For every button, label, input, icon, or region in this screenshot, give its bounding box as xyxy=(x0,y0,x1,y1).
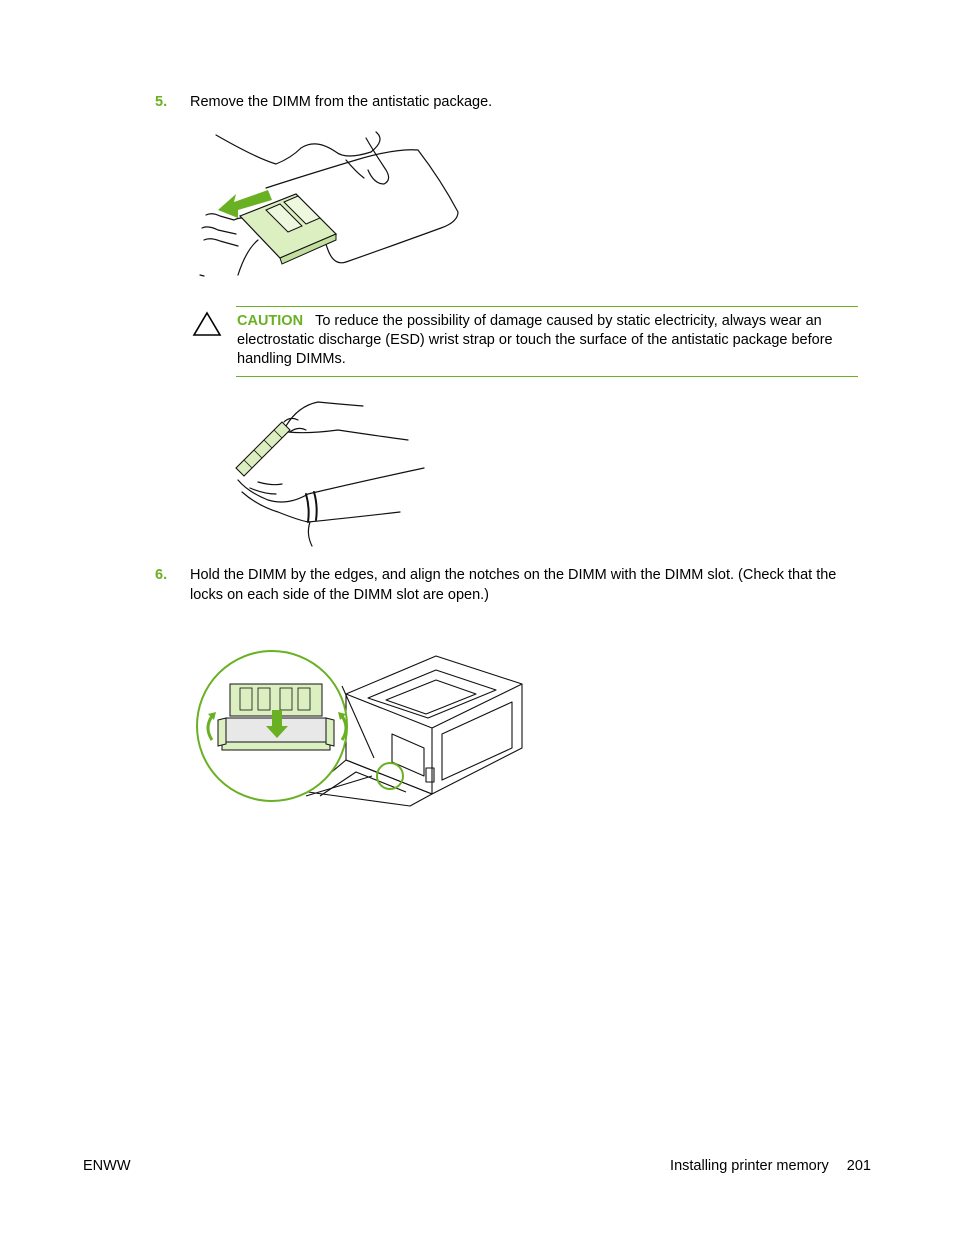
step-6 xyxy=(155,565,855,609)
step-5 xyxy=(155,92,855,114)
caution-message xyxy=(237,312,857,369)
footer-section xyxy=(670,1158,871,1174)
step-text: Remove the DIMM from the antistatic package. xyxy=(190,94,493,110)
step-number: 5. xyxy=(155,94,168,110)
caution-bottom-rule xyxy=(236,376,858,377)
caution-triangle-icon xyxy=(192,311,222,337)
footer-doc-id: ENWW xyxy=(83,1158,131,1174)
caution-label: CAUTION xyxy=(237,313,304,329)
page-number: 201 xyxy=(846,1158,871,1174)
dimm-slot-illustration xyxy=(196,648,526,810)
footer-section-title: Installing printer memory xyxy=(670,1158,829,1174)
esd-strap-illustration xyxy=(228,396,428,548)
dimm-module-icon xyxy=(236,422,290,476)
caution-top-rule xyxy=(236,306,858,307)
zoom-callout xyxy=(197,651,347,801)
step-text: Hold the DIMM by the edges, and align the notches on the DIMM with the DIMM slot. (Check that the locks on each side of the DIMM slot are open.) xyxy=(190,567,837,603)
caution-body: To reduce the possibility of damage caused by static electricity, always wear an electrostatic discharge (ESD) wrist strap or touch the surface of the antistatic package before handling DIMMs. xyxy=(237,313,833,367)
remove-dimm-illustration xyxy=(196,130,464,278)
step-number: 6. xyxy=(155,567,168,583)
